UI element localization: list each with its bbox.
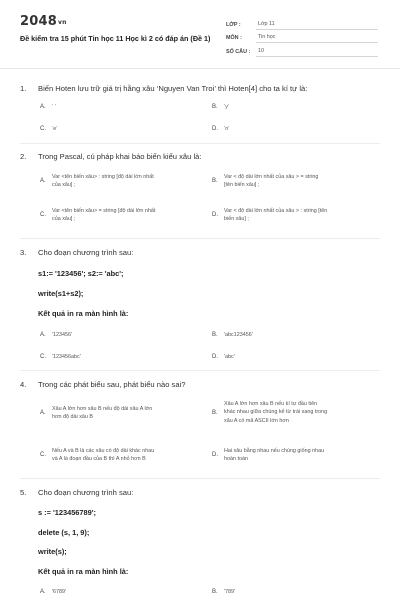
option-letter: B. (212, 104, 218, 111)
code-line: s := '123456789'; (38, 508, 96, 517)
option-text: Var < độ dài lớn nhất của xâu > = string [tên biến xâu] ; (224, 174, 319, 189)
option-d[interactable] (212, 447, 324, 464)
meta-value: Tin học (256, 34, 378, 43)
question-divider (20, 478, 380, 479)
question-2 (20, 152, 380, 161)
exam-title: Đề kiểm tra 15 phút Tin học 11 Học kì 2 có đáp án (Đề 1) (20, 34, 211, 43)
option-letter: D. (212, 126, 218, 133)
question-divider (20, 143, 380, 144)
option-letter: C. (40, 354, 46, 361)
question-text: Cho đoạn chương trình sau: (38, 488, 134, 497)
option-d[interactable] (212, 125, 229, 133)
question-text: Trong Pascal, cú pháp khai báo biến kiểu xâu là: (38, 152, 202, 161)
option-letter: D. (212, 212, 218, 219)
meta-row-class (226, 16, 378, 30)
option-letter: C. (40, 452, 46, 459)
option-text: 'abc' (224, 354, 235, 360)
option-text: '123456' (52, 332, 73, 338)
option-c[interactable] (40, 353, 81, 361)
page-header (0, 0, 400, 68)
question-5 (20, 488, 380, 497)
option-c[interactable] (40, 447, 154, 464)
code-line: delete (s, 1, 9); (38, 528, 90, 537)
option-letter: A. (40, 104, 46, 111)
question-number: 3. (20, 248, 27, 257)
logo-text: 2048 (20, 14, 57, 29)
option-text: ‘n’ (224, 126, 230, 132)
option-text: Hai xâu bằng nhau nếu chúng giống nhau hoàn toàn (224, 448, 325, 463)
meta-row-count (226, 43, 378, 57)
option-b[interactable] (212, 173, 318, 190)
option-text: ‘ ’ (52, 104, 56, 110)
question-number: 2. (20, 152, 27, 161)
option-letter: A. (40, 332, 46, 339)
question-divider (20, 370, 380, 371)
code-line: write(s); (38, 547, 67, 556)
option-b[interactable] (212, 400, 327, 425)
option-text: Var <tên biến xâu> : string [độ dài lớn nhất của xâu] ; (52, 174, 154, 189)
option-text: Xâu A lớn hơn xâu B nếu độ dài xâu A lớn hơn độ dài xâu B (52, 406, 153, 421)
option-text: '123456abc' (52, 354, 81, 360)
question-1 (20, 84, 380, 93)
question-3 (20, 248, 380, 257)
question-number: 4. (20, 380, 27, 389)
option-c[interactable] (40, 125, 57, 133)
option-a[interactable] (40, 103, 56, 111)
meta-value: Lớp 11 (256, 21, 378, 30)
option-d[interactable] (212, 207, 327, 224)
option-b[interactable] (212, 331, 253, 339)
logo-suffix: vn (57, 19, 67, 26)
option-text: '6789' (52, 589, 67, 595)
option-text: Xâu A lớn hơn xâu B nếu kí tự đầu tiên khác nhau giữa chúng kể từ trái sang trong xâu A có mã ASCII lớn hơn (224, 401, 328, 424)
option-letter: A. (40, 178, 46, 185)
option-text: Nếu A và B là các xâu có độ dài khác nhau và A là đoạn đầu của B thì A nhỏ hơn B (52, 448, 155, 463)
option-letter: B. (212, 589, 218, 596)
question-4 (20, 380, 380, 389)
option-a[interactable] (40, 173, 154, 190)
question-divider (20, 238, 380, 239)
question-number: 1. (20, 84, 27, 93)
meta-row-subject (226, 30, 378, 44)
option-a[interactable] (40, 405, 152, 422)
site-logo[interactable] (20, 14, 67, 29)
option-letter: B. (212, 409, 218, 416)
question-text: Trong các phát biểu sau, phát biểu nào sai? (38, 380, 186, 389)
option-d[interactable] (212, 353, 235, 361)
meta-label: LỚP : (226, 21, 241, 28)
option-letter: B. (212, 332, 218, 339)
option-b[interactable] (212, 103, 229, 111)
header-divider (0, 68, 400, 69)
option-letter: C. (40, 126, 46, 133)
option-a[interactable] (40, 331, 72, 339)
option-letter: D. (212, 354, 218, 361)
option-letter: D. (212, 452, 218, 459)
meta-label: SỐ CÂU : (226, 48, 251, 55)
option-text: 'abc123456' (224, 332, 253, 338)
option-letter: C. (40, 212, 46, 219)
option-letter: A. (40, 410, 46, 417)
meta-label: MÔN : (226, 35, 242, 41)
option-letter: B. (212, 178, 218, 185)
meta-value: 10 (256, 48, 378, 57)
question-text: Cho đoạn chương trình sau: (38, 248, 134, 257)
exam-meta (226, 16, 378, 57)
option-c[interactable] (40, 207, 155, 224)
option-letter: A. (40, 589, 46, 596)
result-prompt: Kết quả in ra màn hình là: (38, 567, 129, 576)
option-text: Var < độ dài lớn nhất của xâu > : string [tên biến xâu] ; (224, 208, 328, 223)
result-prompt: Kết quả in ra màn hình là: (38, 309, 129, 318)
option-text: ‘e’ (52, 126, 58, 132)
question-text: Biến Hoten lưu trữ giá trị hằng xâu ‘Nguyen Van Troi’ thì Hoten[4] cho ta kí tự là: (38, 84, 308, 93)
option-text: ‘y’ (224, 104, 230, 110)
option-b[interactable] (212, 588, 235, 596)
option-text: Var <tên biến xâu> = string [độ dài lớn nhất của xâu] ; (52, 208, 156, 223)
code-line: write(s1+s2); (38, 289, 84, 298)
option-a[interactable] (40, 588, 66, 596)
question-number: 5. (20, 488, 27, 497)
code-line: s1:= '123456'; s2:= 'abc'; (38, 269, 124, 278)
option-text: '789' (224, 589, 236, 595)
